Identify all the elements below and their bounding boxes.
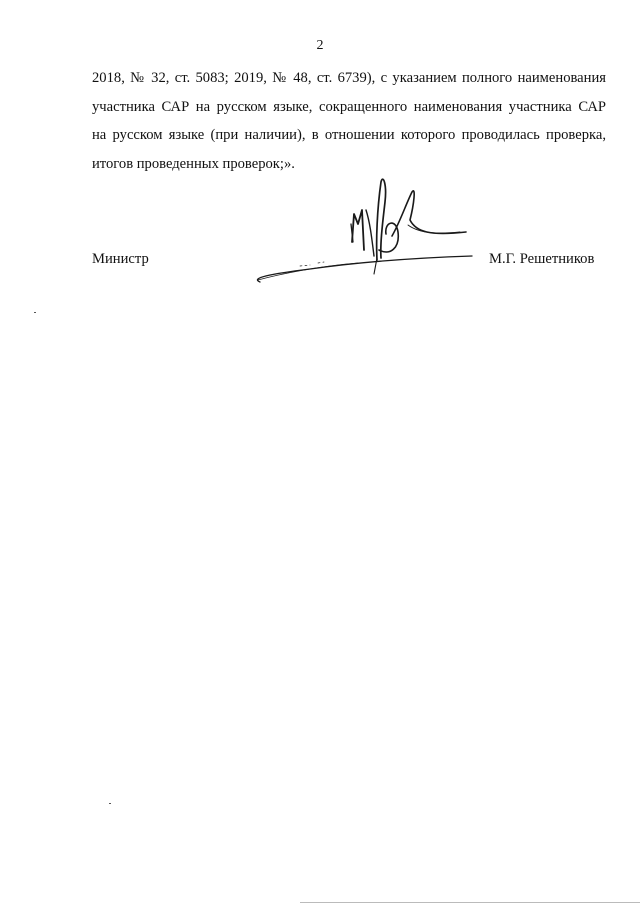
page-number: 2: [316, 38, 324, 53]
body-line: итогов проведенных проверок;».: [92, 155, 295, 172]
body-line: 2018, № 32, ст. 5083; 2019, № 48, ст. 6739), с указанием полного наименования: [92, 70, 606, 86]
body-line: на русском языке (при наличии), в отношении которого проводилась проверка,: [92, 127, 606, 143]
scan-speck: [109, 803, 111, 804]
body-line: участника САР на русском языке, сокращенного наименования участника САР: [92, 98, 606, 115]
body-paragraph: [92, 64, 606, 178]
scan-edge-line: [300, 902, 640, 903]
scan-speck: [34, 312, 36, 313]
signer-name: М.Г. Решетников: [489, 251, 595, 267]
signature-block: [0, 170, 640, 300]
position-title: Министр: [92, 251, 149, 267]
handwritten-signature: [240, 170, 480, 295]
